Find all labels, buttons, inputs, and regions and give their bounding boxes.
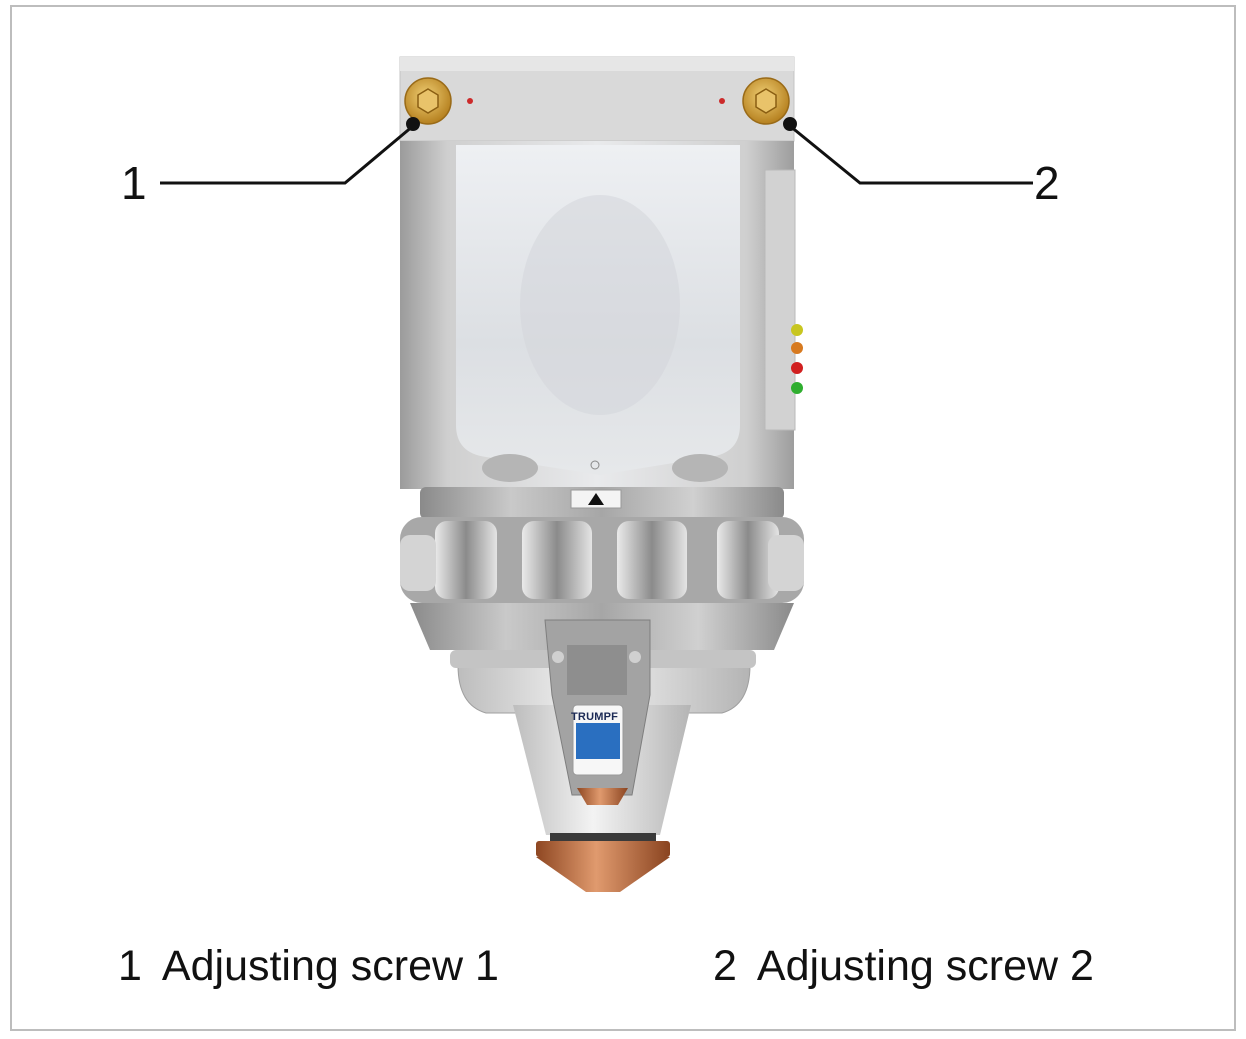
leader-dot-1 xyxy=(406,117,420,131)
leader-line-1 xyxy=(160,126,413,183)
side-panel xyxy=(765,170,795,430)
logo-blue-square xyxy=(576,723,620,759)
red-mark-left xyxy=(467,98,473,104)
legend-item-1 xyxy=(118,942,499,990)
leader-dot-2 xyxy=(783,117,797,131)
brand-logo-text: TRUMPF xyxy=(571,711,619,723)
legend-item-2 xyxy=(713,942,1094,990)
nozzle-base xyxy=(536,841,670,857)
callout-number-2: 2 xyxy=(1034,157,1060,209)
legend-label-2: Adjusting screw 2 xyxy=(756,942,1094,990)
led-red xyxy=(791,362,803,374)
legend-number-1: 1 xyxy=(118,942,142,990)
callout-number-1: 1 xyxy=(121,157,147,209)
legend-label-1: Adjusting screw 1 xyxy=(161,942,499,990)
led-yellow xyxy=(791,324,803,336)
legend-number-2: 2 xyxy=(713,942,737,990)
leader-line-2 xyxy=(790,126,1033,183)
red-mark-right xyxy=(719,98,725,104)
led-orange xyxy=(791,342,803,354)
copper-nozzle xyxy=(536,857,670,892)
adjusting-screw-2 xyxy=(743,78,789,124)
led-green xyxy=(791,382,803,394)
